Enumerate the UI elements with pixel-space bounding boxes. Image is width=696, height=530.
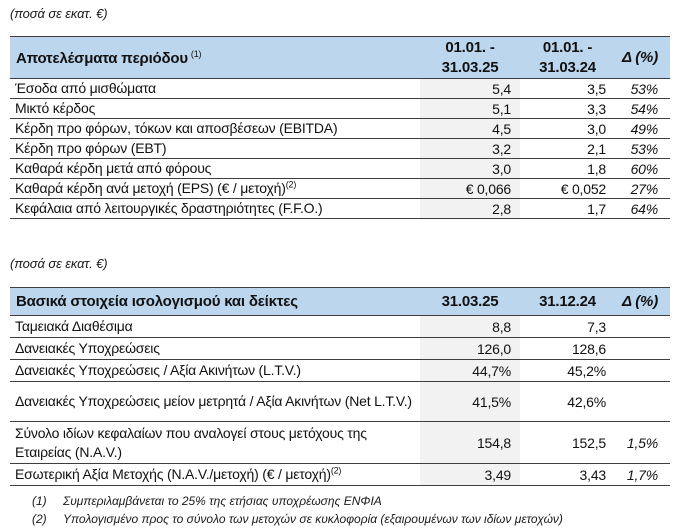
row-label: Σύνολο ιδίων κεφαλαίων που αναλογεί στους μετόχους της Εταιρείας (N.A.V.) — [10, 422, 420, 464]
column-header-period-prior: 01.01. - 31.03.24 — [520, 37, 615, 79]
row-label: Έσοδα από μισθώματα — [10, 79, 420, 99]
row-label: Δανειακές Υποχρεώσεις μείον μετρητά / Αξία Ακινήτων (Net L.T.V.) — [10, 382, 420, 422]
delta-value: 1,5% — [615, 422, 670, 464]
results-table — [10, 36, 670, 219]
value-prior: 1,8 — [520, 159, 615, 179]
row-label: Ταμειακά Διαθέσιμα — [10, 316, 420, 338]
delta-value — [615, 338, 670, 360]
column-header-date-current: 31.03.25 — [420, 288, 520, 316]
table-row-ebt — [10, 139, 670, 159]
value-current: 44,7% — [420, 360, 520, 382]
value-current: 5,4 — [420, 79, 520, 99]
value-current: 154,8 — [420, 422, 520, 464]
value-current: € 0,066 — [420, 179, 520, 199]
column-header-delta: Δ (%) — [615, 37, 670, 79]
table-row-ebitda — [10, 119, 670, 139]
balance-sheet-table — [10, 287, 670, 486]
row-label: Καθαρά κέρδη μετά από φόρους — [10, 159, 420, 179]
footnote-text: Συμπεριλαμβάνεται το 25% της ετήσιας υποχρέωσης ΕΝΦΙΑ — [63, 494, 382, 508]
footnote-2 — [10, 510, 690, 528]
row-label: Καθαρά κέρδη ανά μετοχή (EPS) (€ / μετοχή)$^{(2)}$ — [10, 179, 420, 199]
results-table-title-text: Αποτελέσματα περιόδου — [16, 49, 188, 67]
value-prior: 42,6% — [520, 382, 615, 422]
results-table-header-row — [10, 37, 670, 79]
column-header-period-current: 01.01. - 31.03.25 — [420, 37, 520, 79]
delta-value: 49% — [615, 119, 670, 139]
value-prior: 3,43 — [520, 464, 615, 486]
value-prior: € 0,052 — [520, 179, 615, 199]
value-current: 3,2 — [420, 139, 520, 159]
column-header-delta: Δ (%) — [615, 288, 670, 316]
row-label: Δανειακές Υποχρεώσεις — [10, 338, 420, 360]
table-row-eps — [10, 179, 670, 199]
table-row-gross-profit — [10, 99, 670, 119]
value-current: 3,0 — [420, 159, 520, 179]
footnote-marker: (2) — [32, 512, 47, 526]
value-current: 126,0 — [420, 338, 520, 360]
delta-value: 53% — [615, 139, 670, 159]
row-footnote-ref: (2) — [330, 465, 342, 476]
value-prior: 3,5 — [520, 79, 615, 99]
value-current: 41,5% — [420, 382, 520, 422]
table-row-nav-per-share — [10, 464, 670, 486]
row-label: Κέρδη προ φόρων (EBT) — [10, 139, 420, 159]
footnote-text: Υπολογισμένο προς το σύνολο των μετοχών σε κυκλοφορία (εξαιρουμένων των ιδίων μετοχών) — [63, 512, 563, 526]
delta-value: 53% — [615, 79, 670, 99]
delta-value: 54% — [615, 99, 670, 119]
value-current: 8,8 — [420, 316, 520, 338]
delta-value: 27% — [615, 179, 670, 199]
row-label: Κέρδη προ φόρων, τόκων και αποσβέσεων (EBITDA) — [10, 119, 420, 139]
table-row-nav — [10, 422, 670, 464]
value-current: 4,5 — [420, 119, 520, 139]
footnote-marker: (1) — [32, 494, 47, 508]
column-header-date-prior: 31.12.24 — [520, 288, 615, 316]
delta-value — [615, 382, 670, 422]
balance-table-title: Βασικά στοιχεία ισολογισμού και δείκτες — [10, 288, 420, 316]
delta-value: 1,7% — [615, 464, 670, 486]
table-row-net-profit — [10, 159, 670, 179]
table-row-ffo — [10, 199, 670, 219]
footnotes — [10, 492, 690, 528]
delta-value — [615, 316, 670, 338]
results-table-title — [10, 37, 420, 79]
value-prior: 7,3 — [520, 316, 615, 338]
table-row-rental-income — [10, 79, 670, 99]
delta-value — [615, 360, 670, 382]
value-prior: 3,0 — [520, 119, 615, 139]
delta-value: 60% — [615, 159, 670, 179]
unit-note-results: (ποσά σε εκατ. €) — [10, 6, 108, 21]
value-prior: 1,7 — [520, 199, 615, 219]
table-row-net-ltv — [10, 382, 670, 422]
row-label: Μικτό κέρδος — [10, 99, 420, 119]
row-label: Δανειακές Υποχρεώσεις / Αξία Ακινήτων (L.T.V.) — [10, 360, 420, 382]
value-current: 2,8 — [420, 199, 520, 219]
value-prior: 3,3 — [520, 99, 615, 119]
table-row-ltv — [10, 360, 670, 382]
row-footnote-ref: (2) — [285, 179, 297, 190]
value-prior: 128,6 — [520, 338, 615, 360]
value-current: 5,1 — [420, 99, 520, 119]
row-label: Κεφάλαια από λειτουργικές δραστηριότητες (F.F.O.) — [10, 199, 420, 219]
table-row-debt — [10, 338, 670, 360]
results-title-footnote-ref: (1) — [190, 48, 202, 59]
table-row-cash — [10, 316, 670, 338]
value-prior: 45,2% — [520, 360, 615, 382]
value-current: 3,49 — [420, 464, 520, 486]
balance-table-header-row — [10, 288, 670, 316]
delta-value: 64% — [615, 199, 670, 219]
value-prior: 2,1 — [520, 139, 615, 159]
unit-note-balance: (ποσά σε εκατ. €) — [10, 256, 108, 271]
row-label: Εσωτερική Αξία Μετοχής (N.A.V./μετοχή) (€ / μετοχή)$^{(2)}$ — [10, 464, 420, 486]
value-prior: 152,5 — [520, 422, 615, 464]
footnote-1 — [10, 492, 690, 510]
